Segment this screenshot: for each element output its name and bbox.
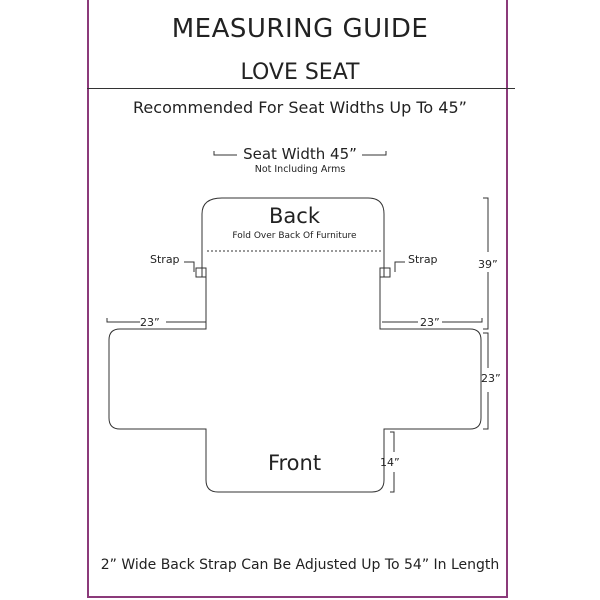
front-label: Front — [267, 451, 322, 475]
strap-left-tab — [196, 268, 206, 277]
arm-depth-dimension-label: 23” — [481, 372, 501, 385]
strap-footer-note: 2” Wide Back Strap Can Be Adjusted Up To 54” In Length — [100, 557, 500, 573]
strap-right-label: Strap — [408, 253, 438, 266]
total-height-dimension-label: 39” — [478, 258, 498, 271]
fold-note: Fold Over Back Of Furniture — [232, 231, 357, 241]
strap-left-pointer — [184, 262, 194, 272]
not-including-arms-note: Not Including Arms — [254, 164, 346, 175]
seat-width-label: Seat Width 45” — [243, 145, 357, 163]
recommended-note: Recommended For Seat Widths Up To 45” — [133, 98, 467, 117]
front-depth-dimension-label: 14” — [380, 456, 400, 469]
guide-title: MEASURING GUIDE — [171, 14, 429, 44]
arm-right-dimension-label: 23” — [420, 316, 440, 329]
arm-left-dimension-label: 23” — [140, 316, 160, 329]
strap-left-label: Strap — [150, 253, 180, 266]
cover-outline — [109, 198, 481, 492]
strap-right-tab — [380, 268, 390, 277]
strap-right-pointer — [395, 262, 405, 272]
back-label: Back — [269, 204, 320, 228]
guide-subtitle: LOVE SEAT — [240, 60, 360, 85]
